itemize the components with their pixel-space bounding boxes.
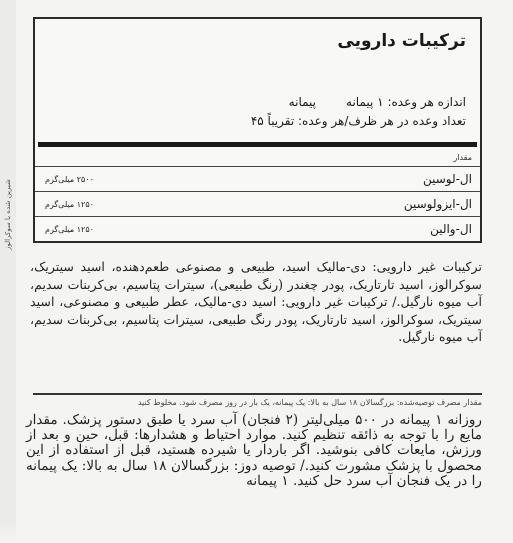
panel-title: ترکیبات دارویی (337, 31, 466, 51)
other-ingredients-text: ترکیبات غیر دارویی: دی-مالیک اسید، طبیعی و مصنوعی طعم‌دهنده، اسید سیتریک، سوکرالوز، اسید تارتاریک، پودر چغندر (رنگ طبیعی)، سیترات پتاسیم، بی‌کربنات سدیم، آب میوه نارگیل./ ترکیبات غیر دارویی: اسید دی-مالیک، عطر طبیعی و مصنوعی، اسید سیتریک، سوکرالوز، اسید تارتاریک، پودر رنگ طبیعی، سیترات پتاسیم، بی‌کربنات سدیم، آب میوه نارگیل. (30, 259, 482, 345)
serving-size: اندازه هر وعده: ۱ پیمانه (346, 95, 466, 109)
ingredient-name: ال-لوسین (422, 172, 472, 186)
ingredient-amount: ۱۲۵۰ میلی‌گرم (45, 225, 94, 234)
ingredient-name: ال-والین (430, 222, 472, 236)
serving-row (49, 95, 466, 113)
page-edge (0, 0, 16, 543)
amount-header: مقدار (453, 153, 472, 162)
ingredients-table (35, 166, 480, 241)
dosage-note: مقدار مصرف توصیه‌شده: بزرگسالان ۱۸ سال به بالا: یک پیمانه، یک بار در روز مصرف شود. مخلوط کنید (137, 398, 482, 407)
dosage-text: روزانه ۱ پیمانه در ۵۰۰ میلی‌لیتر (۲ فنجان) آب سرد یا طبق دستور پزشک. مقدار مایع را با توجه به ذائقه تنظیم کنید. موارد احتیاط و هشدارها: قبل، حین و بعد از ورزش، مایعات کافی بنوشید. اگر باردار یا شیرده هستید، قبل از استفاده از این محصول با پزشک مشورت کنید./ توصیه دوز: بزرگسالان ۱۸ سال به بالا: یک پیمانه را در یک فنجان آب سرد حل کنید. ۱ پیمانه (26, 412, 482, 489)
ingredient-row (35, 191, 480, 216)
section-divider (33, 393, 482, 395)
serving-unit: پیمانه (288, 95, 316, 109)
ingredient-row (35, 166, 480, 191)
thick-divider (38, 142, 477, 147)
ingredient-amount: ۲۵۰۰ میلی‌گرم (45, 175, 94, 184)
servings-per-container: تعداد وعده در هر ظرف/هر وعده: تقریباً ۴۵ (250, 114, 466, 128)
side-note: شیرین شده با سوکرالوز (4, 179, 12, 250)
ingredient-row (35, 216, 480, 241)
bottom-fade (0, 521, 513, 543)
supplement-facts-panel (33, 17, 482, 243)
ingredient-amount: ۱۲۵۰ میلی‌گرم (45, 200, 94, 209)
ingredient-name: ال-ایزولوسین (403, 197, 472, 211)
